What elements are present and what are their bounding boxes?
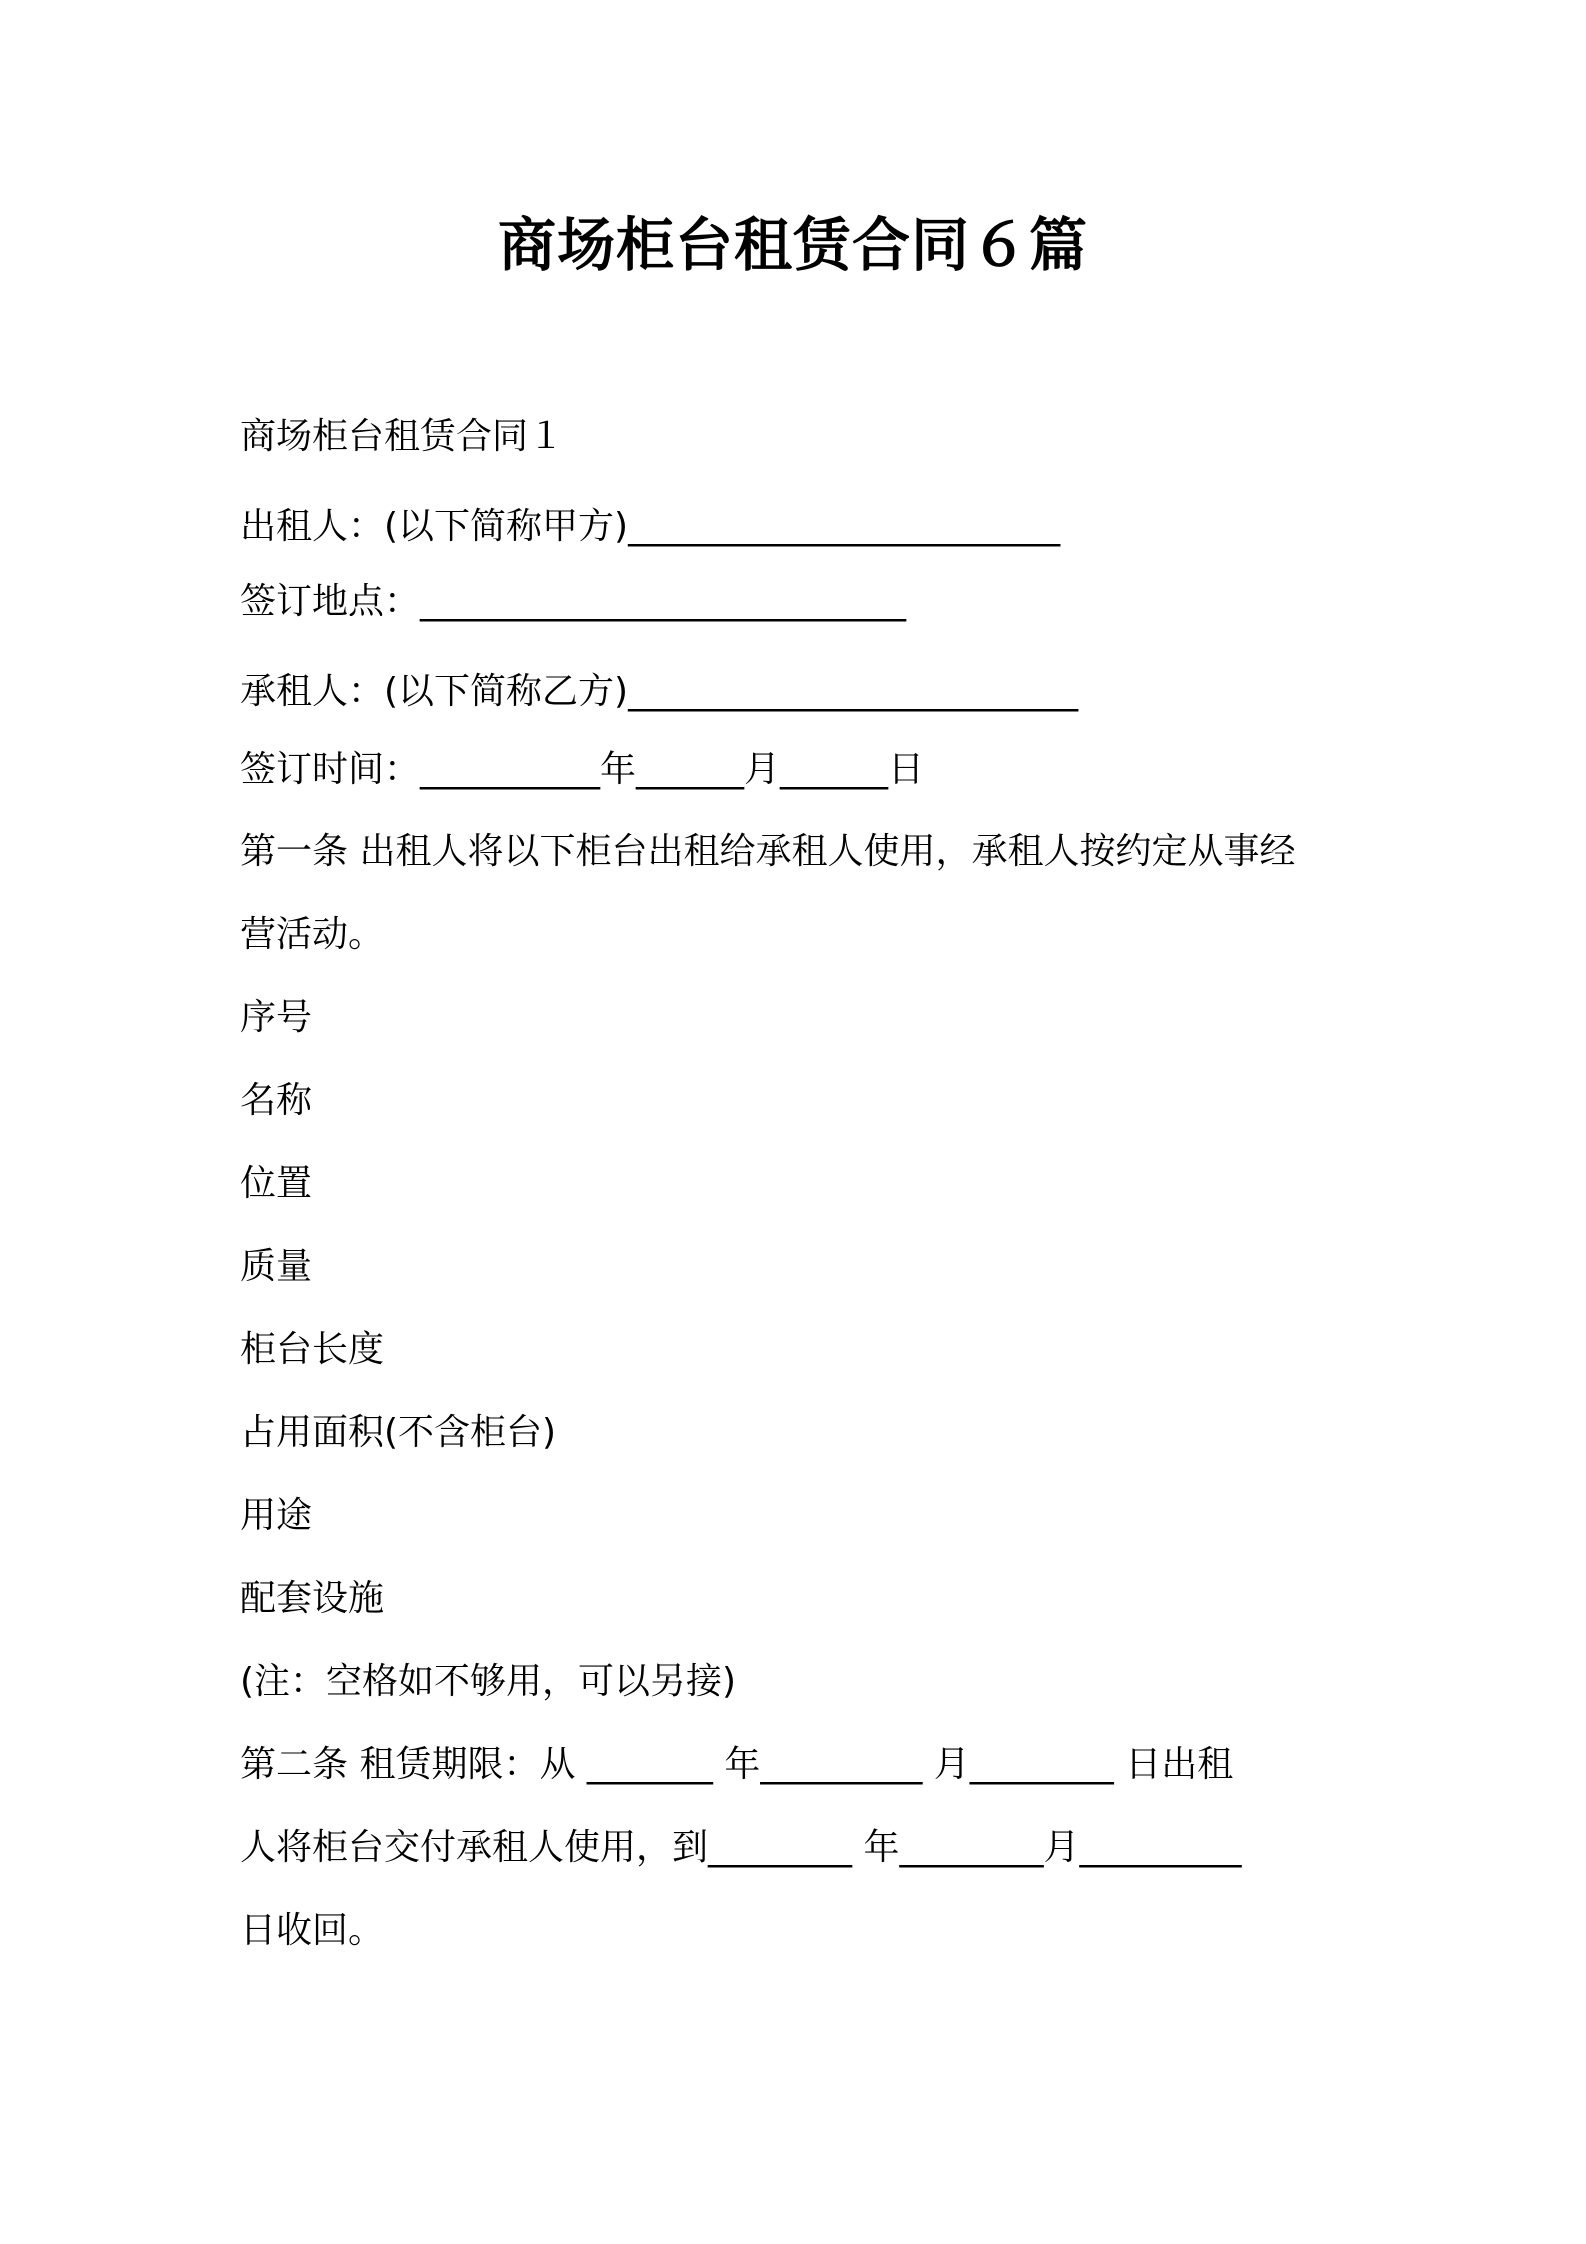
document-title: 商场柜台租赁合同６篇 (497, 211, 1088, 279)
lessor-line: 出租人：(以下简称甲方)________________________ (240, 506, 1061, 547)
field-purpose: 用途 (240, 1495, 313, 1536)
field-quality: 质量 (240, 1246, 313, 1287)
field-counter-length: 柜台长度 (240, 1329, 385, 1370)
signing-place-line: 签订地点：___________________________ (240, 581, 907, 622)
article-two-line-2: 人将柜台交付承租人使用，到________ 年________月_________ (240, 1827, 1242, 1868)
section-heading: 商场柜台租赁合同１ (240, 416, 565, 457)
note-line: (注：空格如不够用，可以另接) (240, 1661, 737, 1702)
field-location: 位置 (240, 1163, 313, 1204)
field-facilities: 配套设施 (240, 1578, 385, 1619)
article-one-line-2: 营活动。 (240, 914, 385, 955)
article-two-line-3: 日收回。 (240, 1910, 385, 1951)
field-occupied-area: 占用面积(不含柜台) (240, 1412, 557, 1453)
article-one-line-1: 第一条 出租人将以下柜台出租给承租人使用，承租人按约定从事经 (240, 831, 1296, 872)
signing-date-line: 签订时间：__________年______月______日 (240, 749, 925, 790)
field-serial-number: 序号 (240, 997, 313, 1038)
field-name: 名称 (240, 1080, 313, 1121)
lessee-line: 承租人：(以下简称乙方)_________________________ (240, 671, 1079, 712)
article-two-line-1: 第二条 租赁期限：从 _______ 年_________ 月________ 日出租 (240, 1744, 1234, 1785)
